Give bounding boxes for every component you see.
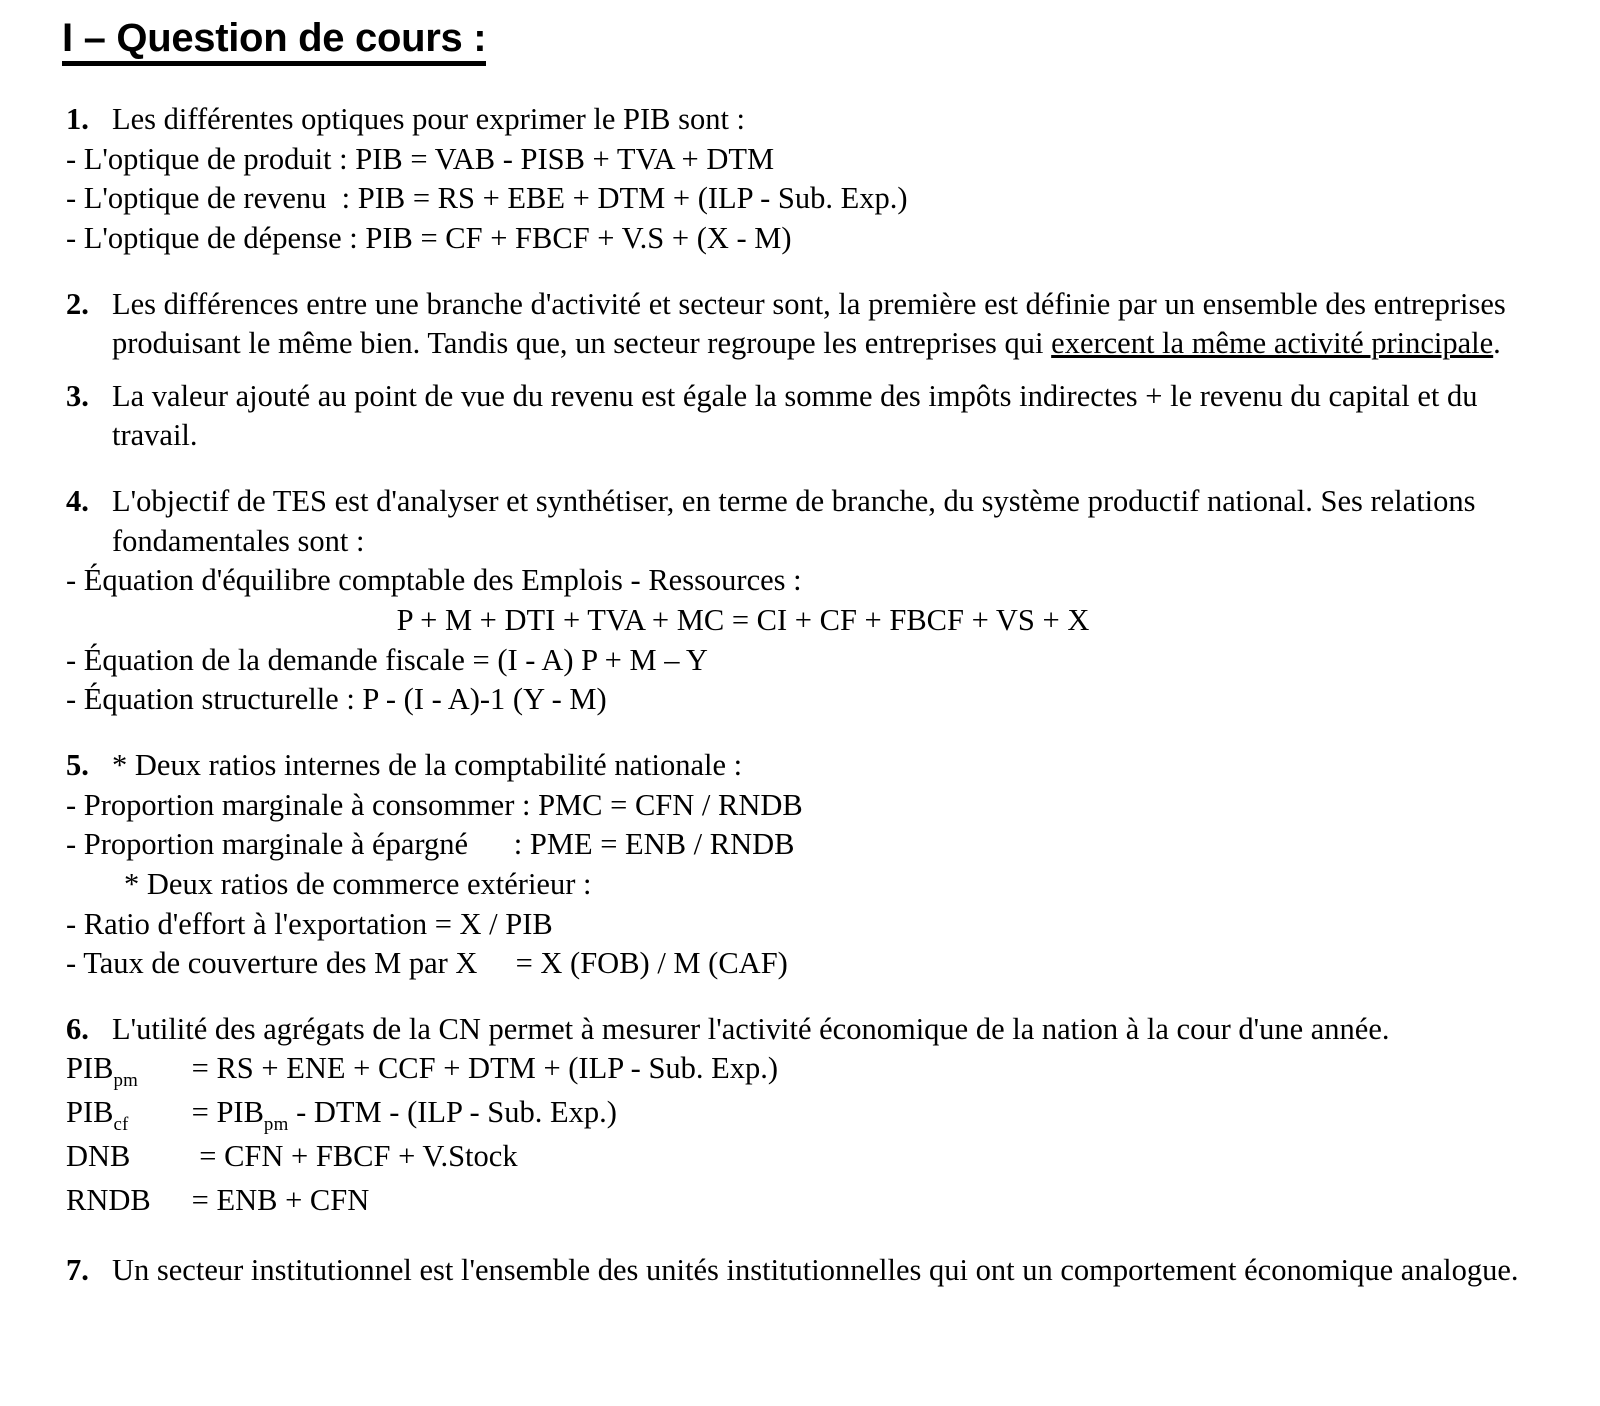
item-6-formula-block — [66, 1049, 1600, 1225]
item-1-subline-3: - L'optique de dépense : PIB = CF + FBCF + V.S + (X - M) — [66, 220, 792, 255]
formula-dnb — [66, 1137, 1600, 1181]
item-1-number: 1. — [66, 102, 89, 136]
item-5-subheading: * Deux ratios de commerce extérieur : — [124, 866, 592, 901]
item-5-head — [66, 746, 1520, 786]
formula-pib-cf-subscript-2: pm — [263, 1114, 289, 1136]
formula-pib-pm-rest: = RS + ENE + CCF + DTM + (ILP - Sub. Exp.) — [184, 1051, 779, 1086]
formula-pib-cf — [66, 1093, 1600, 1137]
list-item-6 — [66, 1010, 1520, 1050]
item-1-subline-2: - L'optique de revenu : PIB = RS + EBE + DTM + (ILP - Sub. Exp.) — [66, 181, 908, 216]
item-6-text: L'utilité des agrégats de la CN permet à mesurer l'activité économique de la nation à la cour d'une année. — [112, 1011, 1390, 1046]
spacer — [0, 364, 1600, 377]
formula-pib-cf-rest-a: = PIB — [184, 1095, 264, 1130]
item-4-centered-equation: P + M + DTI + TVA + MC = CI + CF + FBCF + VS + X — [396, 603, 1090, 638]
item-2-text — [112, 285, 1520, 364]
item-3-text: La valeur ajouté au point de vue du revenu est égale la somme des impôts indirectes + le revenu du capital et du travail. — [112, 378, 1478, 453]
item-4-head — [66, 482, 1520, 561]
item-2-text-part2: . — [1493, 326, 1501, 361]
item-5-ratio-effort-line: - Ratio d'effort à l'exportation = X / PIB — [66, 906, 553, 941]
formula-rndb-rest: = ENB + CFN — [184, 1183, 370, 1218]
item-3-number: 3. — [66, 378, 89, 413]
list-item-2 — [66, 285, 1520, 364]
item-4-structurelle-line: - Équation structurelle : P - (I - A)-1 (Y - M) — [66, 682, 607, 717]
spacer — [0, 66, 1600, 100]
item-4-text: L'objectif de TES est d'analyser et synthétiser, en terme de branche, du système productif national. Ses relations fondamentales sont : — [112, 484, 1476, 558]
spacer — [0, 720, 1600, 746]
spacer — [0, 259, 1600, 285]
formula-pib-pm-subscript: pm — [113, 1070, 139, 1092]
list-item-4 — [66, 482, 1520, 561]
item-6-head — [66, 1010, 1520, 1050]
list-item-3 — [66, 377, 1520, 456]
list-item-1 — [66, 100, 1520, 140]
item-2-text-underlined: exercent la même activité principale — [1051, 326, 1494, 361]
item-5-text: * Deux ratios internes de la comptabilité nationale : — [112, 747, 743, 782]
formula-pib-cf-base: PIB — [66, 1095, 114, 1130]
item-5-taux-couverture-line: - Taux de couverture des M par X = X (FOB) / M (CAF) — [66, 946, 788, 981]
formula-dnb-rest: = CFN + FBCF + V.Stock — [184, 1139, 518, 1174]
spacer — [0, 984, 1600, 1010]
item-6-number: 6. — [66, 1011, 89, 1046]
formula-pib-pm — [66, 1049, 1600, 1093]
item-2-head — [66, 285, 1520, 364]
item-2-text-part1: Les différences entre une branche d'activité et secteur sont, la première est définie par un ensemble des entreprises produisant le même bien. Tandis que, un secteur regroupe les entreprises qui — [112, 286, 1506, 361]
formula-pib-cf-rest-b: - DTM - (ILP - Sub. Exp.) — [288, 1095, 617, 1130]
page-title: I – Question de cours : — [62, 18, 486, 66]
item-7-head — [66, 1251, 1520, 1291]
item-7-number: 7. — [66, 1253, 89, 1288]
spacer — [0, 1225, 1600, 1251]
item-2-number: 2. — [66, 286, 89, 321]
formula-pib-cf-label — [66, 1093, 184, 1136]
item-1-head — [66, 100, 1520, 140]
item-4-demande-line: - Équation de la demande fiscale = (I - A) P + M – Y — [66, 642, 708, 677]
formula-rndb-label: RNDB — [66, 1183, 151, 1218]
formula-rndb — [66, 1181, 1600, 1225]
item-5-number: 5. — [66, 747, 89, 782]
formula-pib-cf-subscript: cf — [113, 1114, 129, 1136]
item-3-head — [66, 377, 1520, 456]
formula-pib-pm-label — [66, 1049, 184, 1092]
item-4-number: 4. — [66, 484, 89, 519]
list-item-7 — [66, 1251, 1520, 1291]
item-5-pmc-line: - Proportion marginale à consommer : PMC = CFN / RNDB — [66, 787, 803, 822]
list-item-5 — [66, 746, 1520, 786]
item-1-subline-1: - L'optique de produit : PIB = VAB - PISB + TVA + DTM — [66, 141, 775, 176]
page-title-wrapper — [0, 0, 1600, 66]
item-5-pme-line: - Proportion marginale à épargné : PME = ENB / RNDB — [66, 827, 795, 862]
formula-pib-pm-base: PIB — [66, 1051, 114, 1086]
item-4-equilibrium-line: - Équation d'équilibre comptable des Emplois - Ressources : — [66, 563, 802, 598]
spacer — [0, 456, 1600, 482]
item-7-text: Un secteur institutionnel est l'ensemble des unités institutionnelles qui ont un comportement économique analogue. — [112, 1253, 1519, 1288]
formula-dnb-label: DNB — [66, 1139, 131, 1174]
item-1-text: Les différentes optiques pour exprimer le PIB sont : — [112, 102, 746, 136]
